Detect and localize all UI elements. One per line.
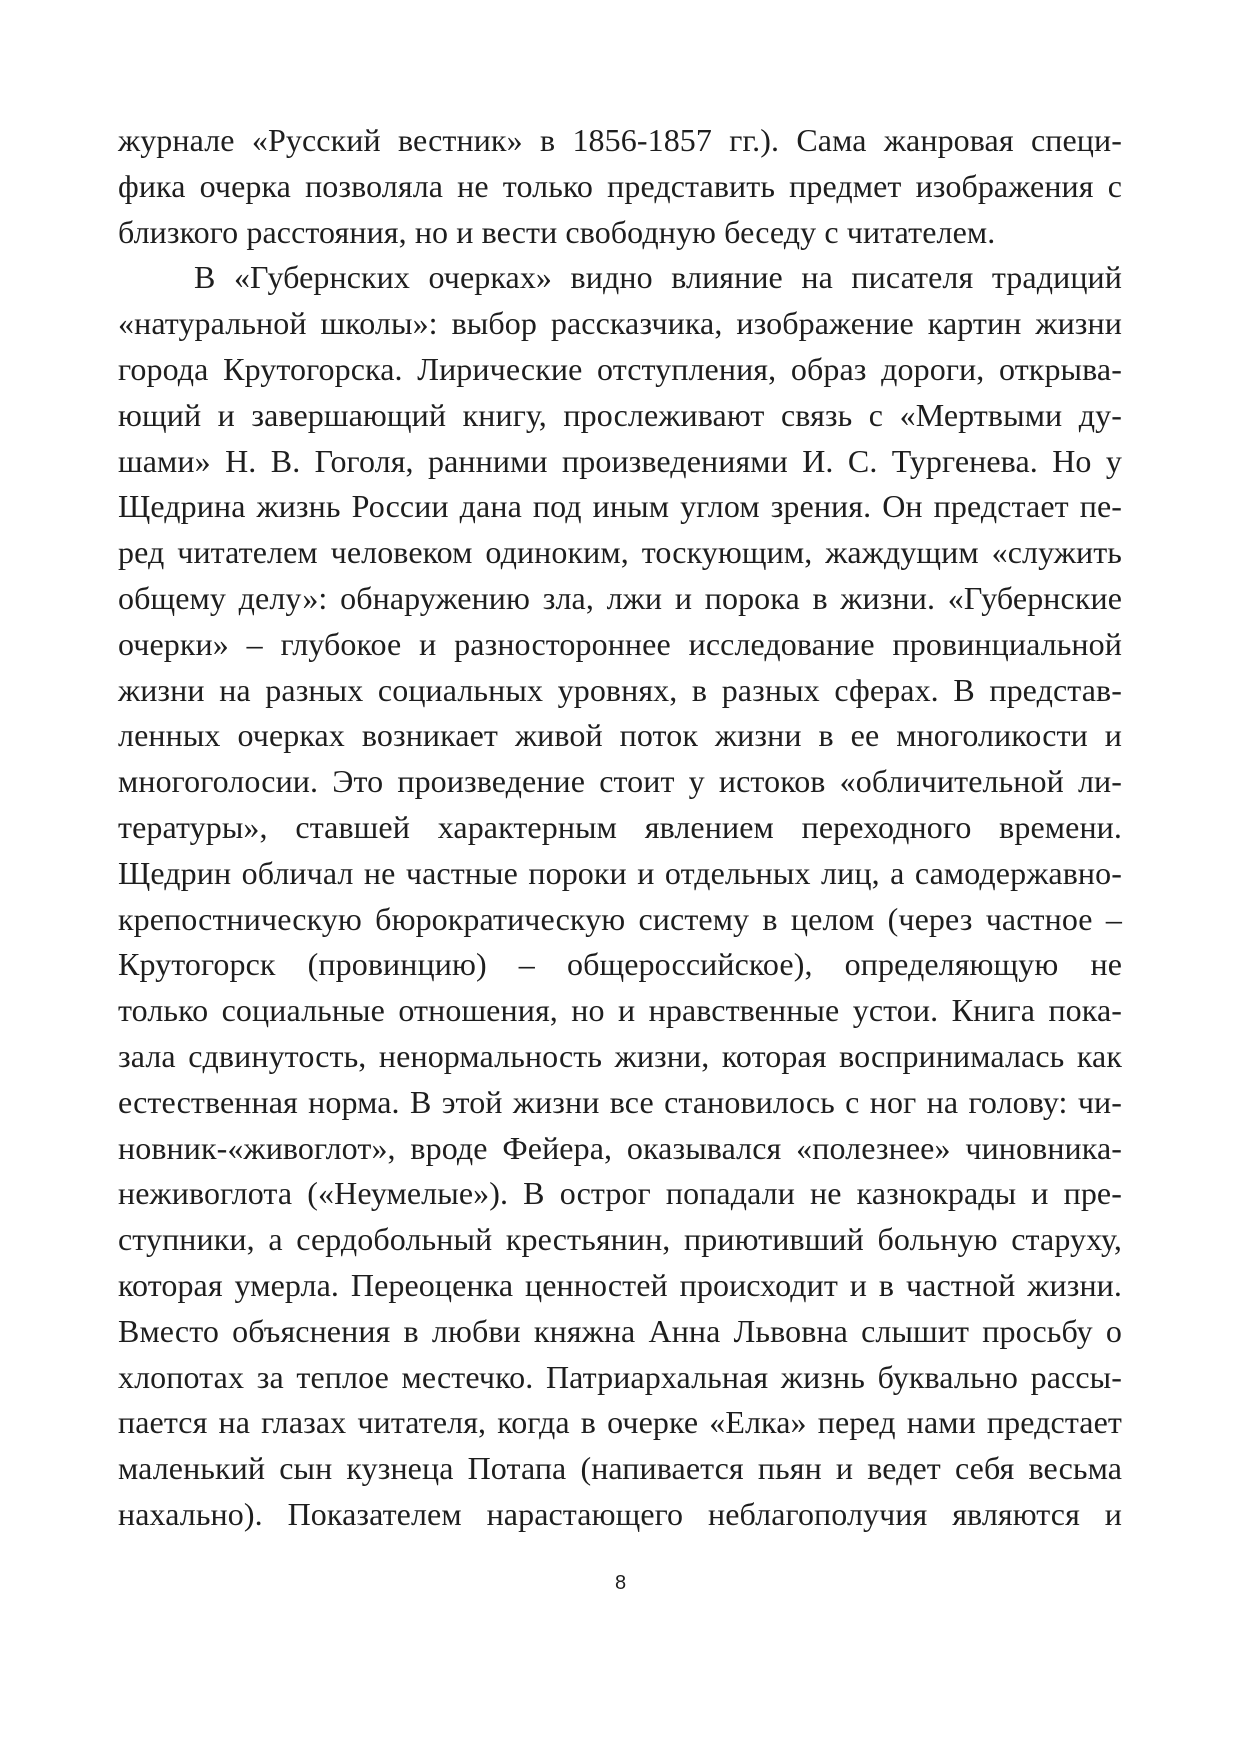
- text-line: журнале «Русский вестник» в 1856-1857 гг.). Сама жанровая специ-: [118, 122, 1122, 158]
- text-line: В «Губернских очерках» видно влияние на писателя традиций: [194, 259, 1122, 296]
- text-line: очерки» – глубокое и разностороннее исследование провинциальной: [118, 625, 1122, 662]
- text-line: ющий и завершающий книгу, прослеживают связь с «Мертвыми ду-: [118, 396, 1122, 433]
- page-number: 8: [614, 1572, 627, 1594]
- paragraph: [118, 255, 1122, 1537]
- text-line: ленных очерках возникает живой поток жизни в ее многоликости и: [118, 717, 1122, 754]
- text-line: фика очерка позволяла не только представить предмет изображения с: [118, 167, 1122, 204]
- text-line: естественная норма. В этой жизни все становилось с ног на голову: чи-: [118, 1083, 1122, 1120]
- text-line: Вместо объяснения в любви княжна Анна Львовна слышит просьбу о: [118, 1312, 1122, 1349]
- text-line: общему делу»: обнаружению зла, лжи и порока в жизни. «Губернские: [118, 579, 1122, 616]
- text-line: крепостническую бюрократическую систему в целом (через частное –: [118, 900, 1122, 937]
- text-line: города Крутогорска. Лирические отступления, образ дороги, открыва-: [118, 350, 1122, 387]
- text-line: многоголосии. Это произведение стоит у истоков «обличительной ли-: [118, 763, 1122, 800]
- text-line: Крутогорск (провинцию) – общероссийское), определяющую не: [118, 946, 1122, 983]
- text-line: шами» Н. В. Гоголя, ранними произведениями И. С. Тургенева. Но у: [118, 442, 1122, 479]
- text-line: пается на глазах читателя, когда в очерке «Елка» перед нами предстает: [118, 1404, 1122, 1441]
- paragraph: [118, 118, 1122, 255]
- text-line: Щедрин обличал не частные пороки и отдельных лиц, а самодержавно-: [118, 854, 1122, 891]
- body-text: [118, 118, 1122, 1538]
- text-line: новник-«живоглот», вроде Фейера, оказывался «полезнее» чиновника-: [118, 1129, 1122, 1166]
- text-line: тературы», ставшей характерным явлением переходного времени.: [118, 808, 1122, 845]
- text-line: зала сдвинутость, ненормальность жизни, которая воспринималась как: [118, 1037, 1122, 1074]
- text-line: Щедрина жизнь России дана под иным углом зрения. Он предстает пе-: [118, 488, 1122, 525]
- text-line: маленький сын кузнеца Потапа (напивается пьян и ведет себя весьма: [118, 1450, 1122, 1487]
- text-line: только социальные отношения, но и нравственные устои. Книга пока-: [118, 992, 1122, 1029]
- text-line: которая умерла. Переоценка ценностей происходит и в частной жизни.: [118, 1266, 1122, 1303]
- text-line: ступники, а сердобольный крестьянин, приютивший больную старуху,: [118, 1221, 1122, 1258]
- text-line: ред читателем человеком одиноким, тоскующим, жаждущим «служить: [118, 534, 1122, 571]
- text-line: нахально). Показателем нарастающего неблагополучия являются и: [118, 1495, 1122, 1532]
- text-line: близкого расстояния, но и вести свободную беседу с читателем.: [118, 213, 996, 250]
- text-line: жизни на разных социальных уровнях, в разных сферах. В представ-: [118, 671, 1122, 708]
- text-line: хлопотах за теплое местечко. Патриархальная жизнь буквально рассы-: [118, 1358, 1122, 1395]
- text-line: неживоглота («Неумелые»). В острог попадали не казнокрады и пре-: [118, 1175, 1122, 1212]
- text-line: «натуральной школы»: выбор рассказчика, изображение картин жизни: [118, 305, 1122, 342]
